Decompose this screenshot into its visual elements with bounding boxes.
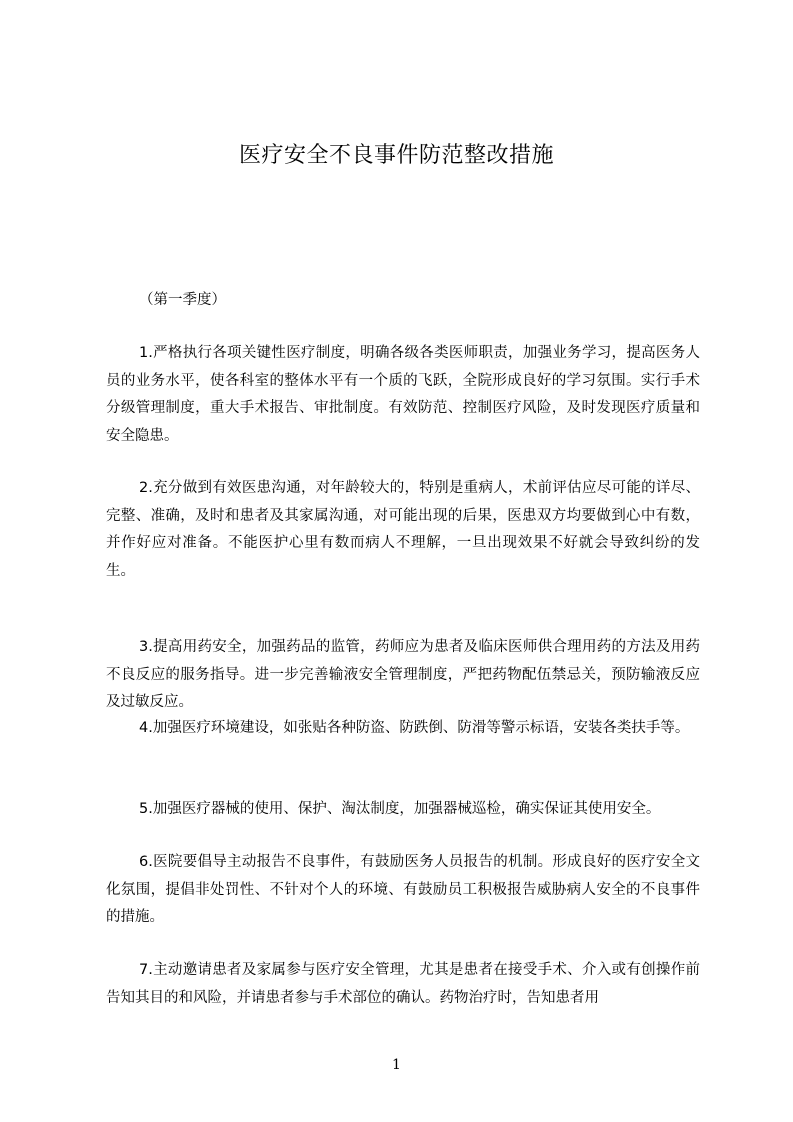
page-number: 1 xyxy=(392,1057,401,1073)
paragraph-1: 1.严格执行各项关键性医疗制度，明确各级各类医师职责，加强业务学习，提高医务人员的业务水平，使各科室的整体水平有一个质的飞跃，全院形成良好的学习氛围。实行手术分级管理制度，重大手术报告、审批制度。有效防范、控制医疗风险，及时发现医疗质量和安全隐患。 xyxy=(106,345,700,444)
paragraph-6: 6.医院要倡导主动报告不良事件，有鼓励医务人员报告的机制。形成良好的医疗安全文化氛围，提倡非处罚性、不针对个人的环境、有鼓励员工积极报告威胁病人安全的不良事件的措施。 xyxy=(106,854,700,925)
paragraph-5: 5.加强医疗器械的使用、保护、淘汰制度，加强器械巡检，确实保证其使用安全。 xyxy=(139,801,661,817)
paragraph-2: 2.充分做到有效医患沟通，对年龄较大的，特别是重病人，术前评估应尽可能的详尽、完整、准确，及时和患者及其家属沟通，对可能出现的后果，医患双方均要做到心中有数，并作好应对准备。不能医护心里有数而病人不理解，一旦出现效果不好就会导致纠纷的发生。 xyxy=(106,480,700,579)
document-subtitle: （第一季度） xyxy=(139,292,226,308)
document-title: 医疗安全不良事件防范整改措施 xyxy=(238,143,554,168)
paragraph-7: 7.主动邀请患者及家属参与医疗安全管理，尤其是患者在接受手术、介入或有创操作前告知其目的和风险，并请患者参与手术部位的确认。药物治疗时，告知患者用 xyxy=(106,962,700,1006)
paragraph-4: 4.加强医疗环境建设，如张贴各种防盗、防跌倒、防滑等警示标语，安装各类扶手等。 xyxy=(139,720,690,736)
paragraph-3: 3.提高用药安全，加强药品的监管，药师应为患者及临床医师供合理用药的方法及用药不良反应的服务指导。进一步完善输液安全管理制度，严把药物配伍禁忌关，预防输液反应及过敏反应。 xyxy=(106,639,700,710)
